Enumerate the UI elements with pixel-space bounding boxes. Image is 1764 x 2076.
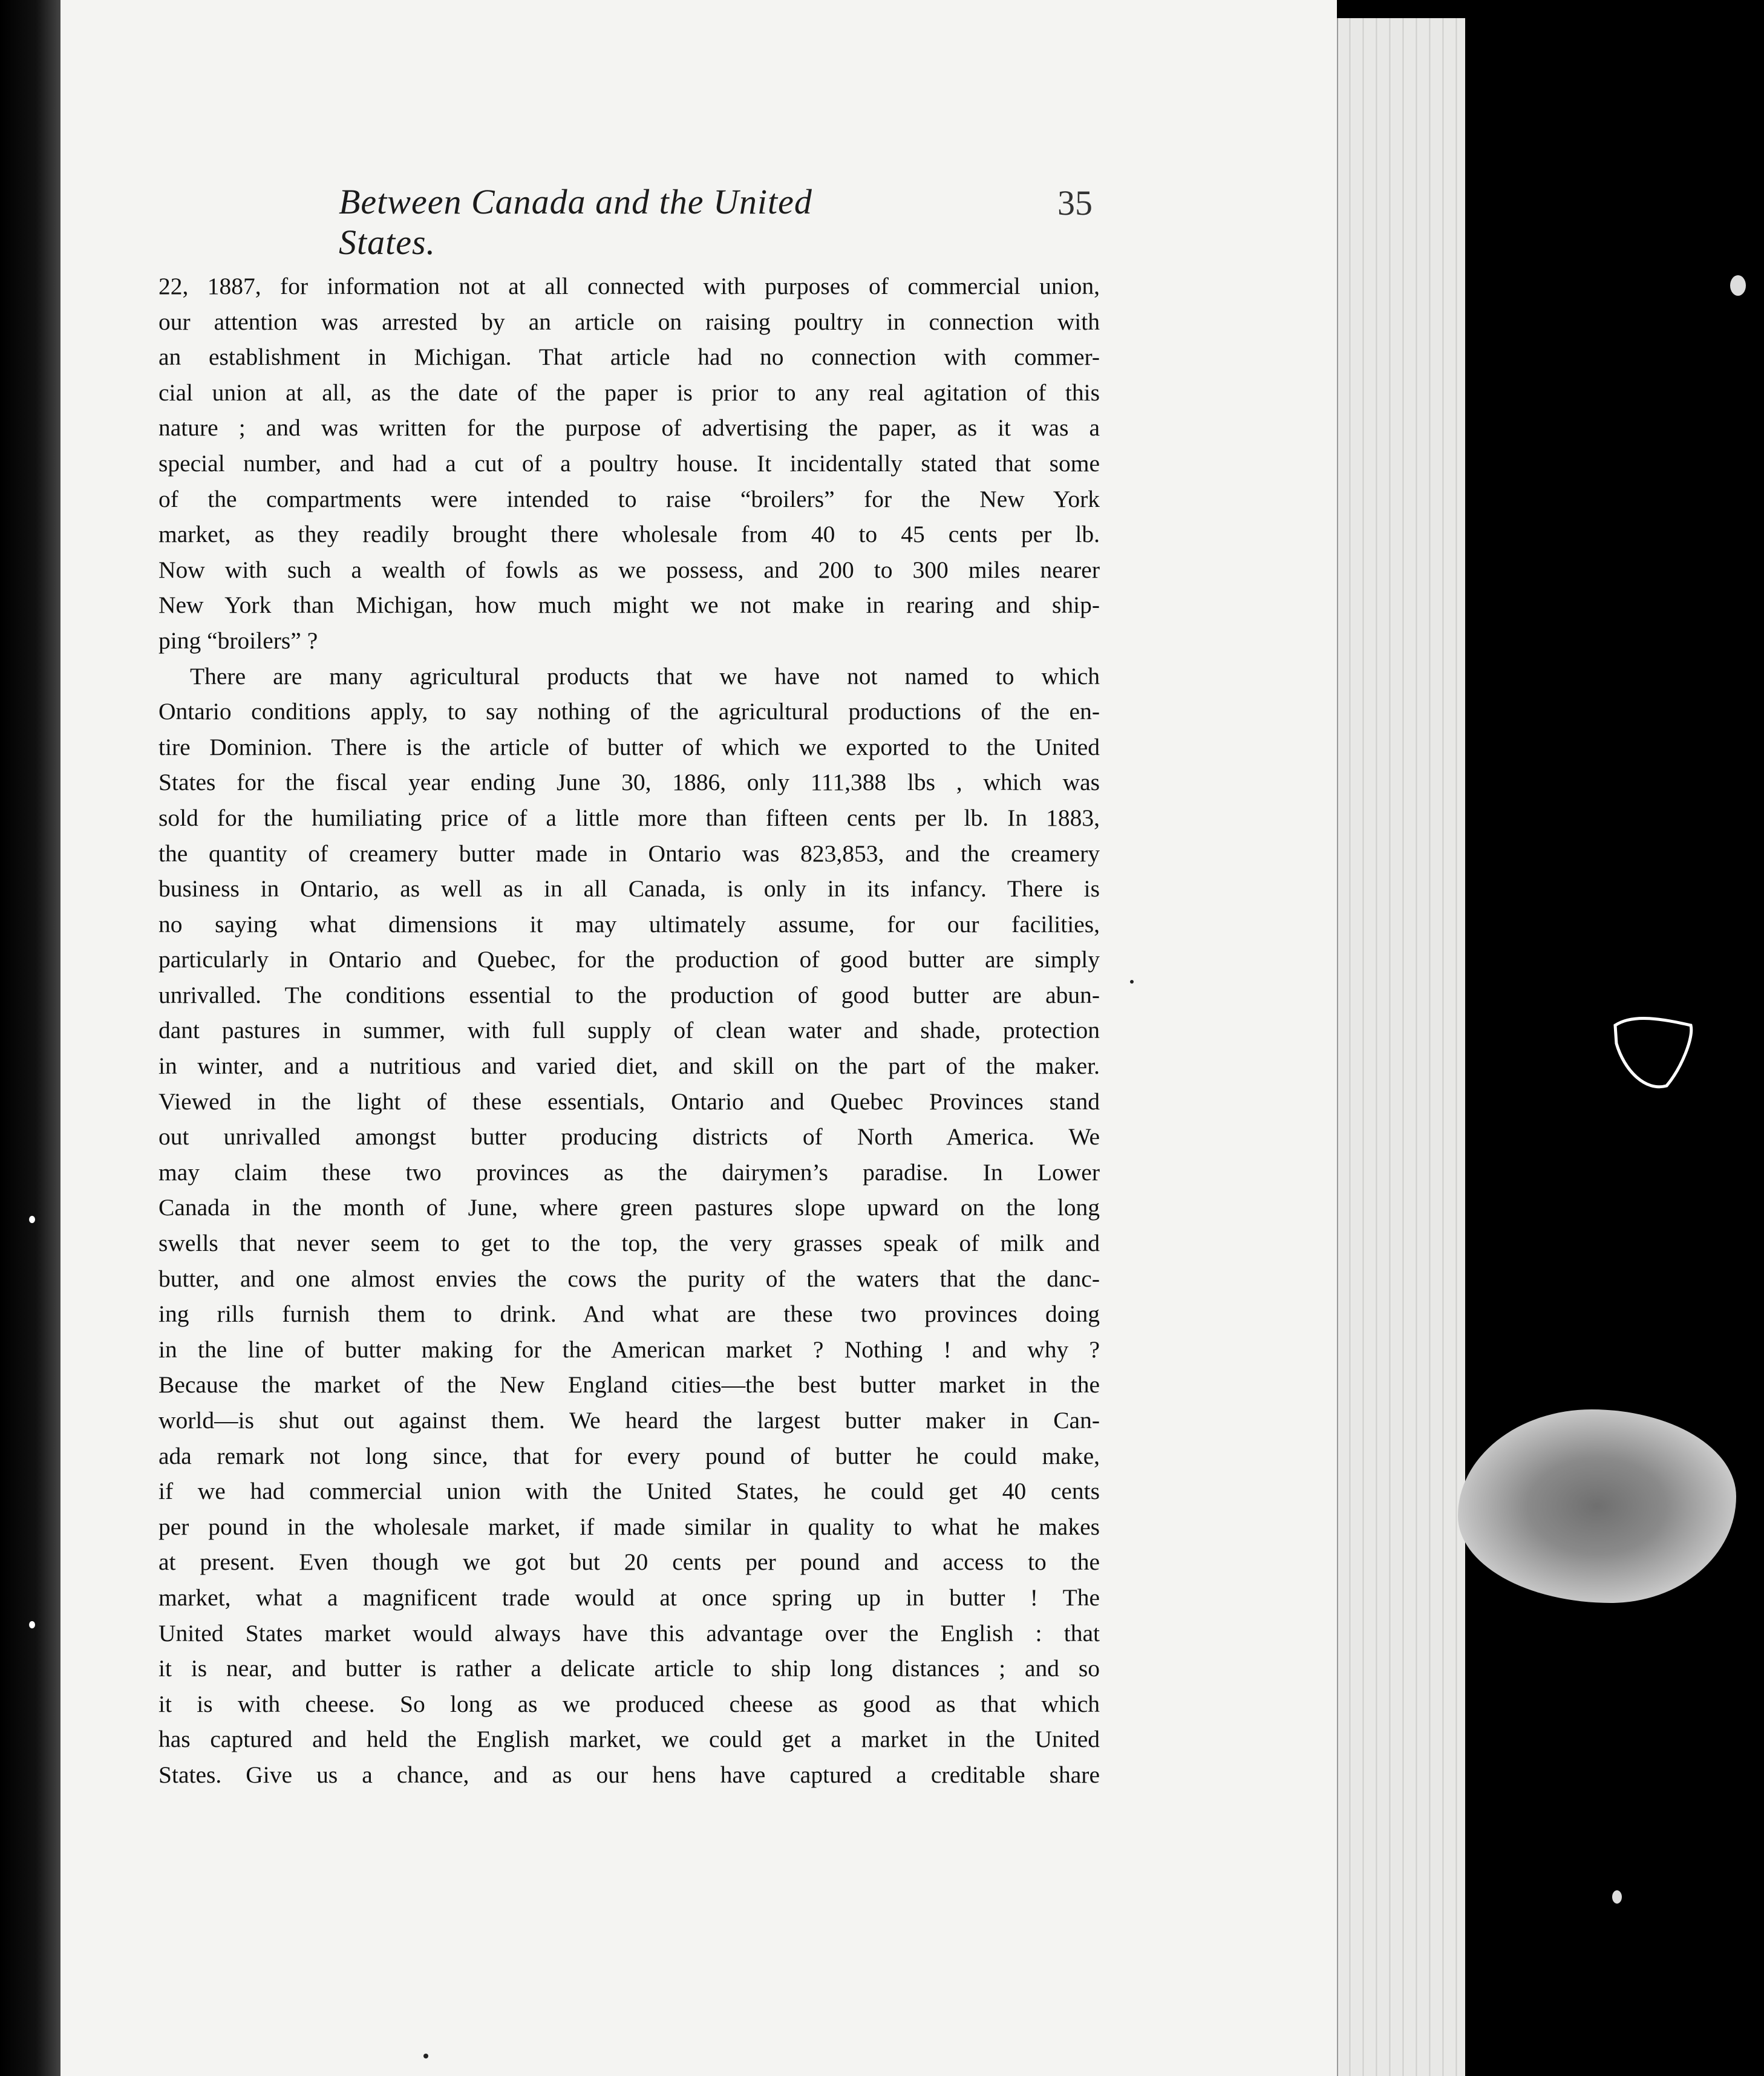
text-line: New York than Michigan, how much might we not make in rearing and ship-: [158, 592, 1100, 619]
text-line: Ontario conditions apply, to say nothing of the agricultural productions of the en-: [158, 698, 1100, 725]
text-line: Canada in the month of June, where green pastures slope upward on the long: [158, 1194, 1100, 1221]
text-line: our attention was arrested by an article on raising poultry in connection with: [158, 308, 1100, 335]
text-line: States. Give us a chance, and as our hens have captured a creditable share: [158, 1761, 1100, 1788]
text-line: swells that never seem to get to the top, the very grasses speak of milk and: [158, 1230, 1100, 1257]
text-line: it is near, and butter is rather a delicate article to ship long distances ; and so: [158, 1655, 1100, 1682]
text-line: it is with cheese. So long as we produced cheese as good as that which: [158, 1690, 1100, 1717]
text-line: market, what a magnificent trade would at once spring up in butter ! The: [158, 1584, 1100, 1611]
text-line: cial union at all, as the date of the paper is prior to any real agitation of this: [158, 379, 1100, 406]
text-line: Now with such a wealth of fowls as we possess, and 200 to 300 miles nearer: [158, 556, 1100, 583]
text-line: United States market would always have this advantage over the English : that: [158, 1619, 1100, 1647]
text-line: ping “broilers” ?: [158, 627, 318, 654]
text-line: Viewed in the light of these essentials, Ontario and Quebec Provinces stand: [158, 1088, 1100, 1115]
page-number: 35: [1057, 183, 1093, 223]
text-line: the quantity of creamery butter made in Ontario was 823,853, and the creamery: [158, 840, 1100, 867]
ink-blot: [1458, 1409, 1736, 1603]
text-line: unrivalled. The conditions essential to the production of good butter are abun-: [158, 981, 1100, 1008]
text-line: at present. Even though we got but 20 cents per pound and access to the: [158, 1549, 1100, 1576]
text-line: nature ; and was written for the purpose of advertising the paper, as it was a: [158, 414, 1100, 442]
text-line: butter, and one almost envies the cows the purity of the waters that the danc-: [158, 1265, 1100, 1292]
text-line: market, as they readily brought there wholesale from 40 to 45 cents per lb.: [158, 521, 1100, 548]
text-line: There are many agricultural products that we have not named to which: [190, 662, 1100, 690]
dust-speck: [1130, 980, 1134, 984]
text-line: ada remark not long since, that for every pound of butter he could make,: [158, 1442, 1100, 1469]
text-line: 22, 1887, for information not at all connected with purposes of commercial union,: [158, 273, 1100, 299]
text-line: may claim these two provinces as the dairymen’s paradise. In Lower: [158, 1158, 1100, 1186]
text-line: an establishment in Michigan. That article had no connection with commer-: [158, 344, 1100, 371]
text-line: of the compartments were intended to raise “broilers” for the New York: [158, 485, 1100, 512]
text-line: in winter, and a nutritious and varied diet, and skill on the part of the maker.: [158, 1053, 1100, 1080]
text-line: if we had commercial union with the United States, he could get 40 cents: [158, 1478, 1100, 1505]
text-line: out unrivalled amongst butter producing districts of North America. We: [158, 1123, 1100, 1151]
text-line: per pound in the wholesale market, if made similar in quality to what he makes: [158, 1513, 1100, 1540]
page-edges: [1337, 18, 1465, 2076]
text-line: ing rills furnish them to drink. And what are these two provinces doing: [158, 1301, 1100, 1328]
text-line: world—is shut out against them. We heard the largest butter maker in Can-: [158, 1407, 1100, 1434]
running-title: Between Canada and the United States.: [339, 182, 812, 262]
text-line: has captured and held the English market, we could get a market in the United: [158, 1726, 1100, 1753]
paper-scrap-outline: [1609, 1013, 1700, 1098]
text-line: States for the fiscal year ending June 30, 1886, only 111,388 lbs , which was: [158, 769, 1100, 796]
dust-speck: [29, 1621, 35, 1628]
dust-speck: [29, 1216, 35, 1223]
text-line: dant pastures in summer, with full supply of clean water and shade, protection: [158, 1017, 1100, 1044]
text-line: special number, and had a cut of a poultry house. It incidentally stated that some: [158, 449, 1100, 477]
text-line: business in Ontario, as well as in all Canada, is only in its infancy. There is: [158, 875, 1100, 903]
book-binding-shadow: [0, 0, 60, 2076]
text-line: in the line of butter making for the American market ? Nothing ! and why ?: [158, 1336, 1100, 1363]
dust-speck: [1612, 1890, 1622, 1904]
dust-speck: [1730, 275, 1746, 296]
text-line: tire Dominion. There is the article of butter of which we exported to the United: [158, 733, 1100, 760]
body-text: [158, 269, 1100, 1793]
text-line: sold for the humiliating price of a little more than fifteen cents per lb. In 1883,: [158, 804, 1100, 831]
text-line: particularly in Ontario and Quebec, for the production of good butter are simply: [158, 946, 1100, 973]
text-line: Because the market of the New England cities—the best butter market in the: [158, 1371, 1100, 1399]
text-line: no saying what dimensions it may ultimately assume, for our facilities,: [158, 910, 1100, 938]
dust-speck: [423, 2054, 428, 2058]
